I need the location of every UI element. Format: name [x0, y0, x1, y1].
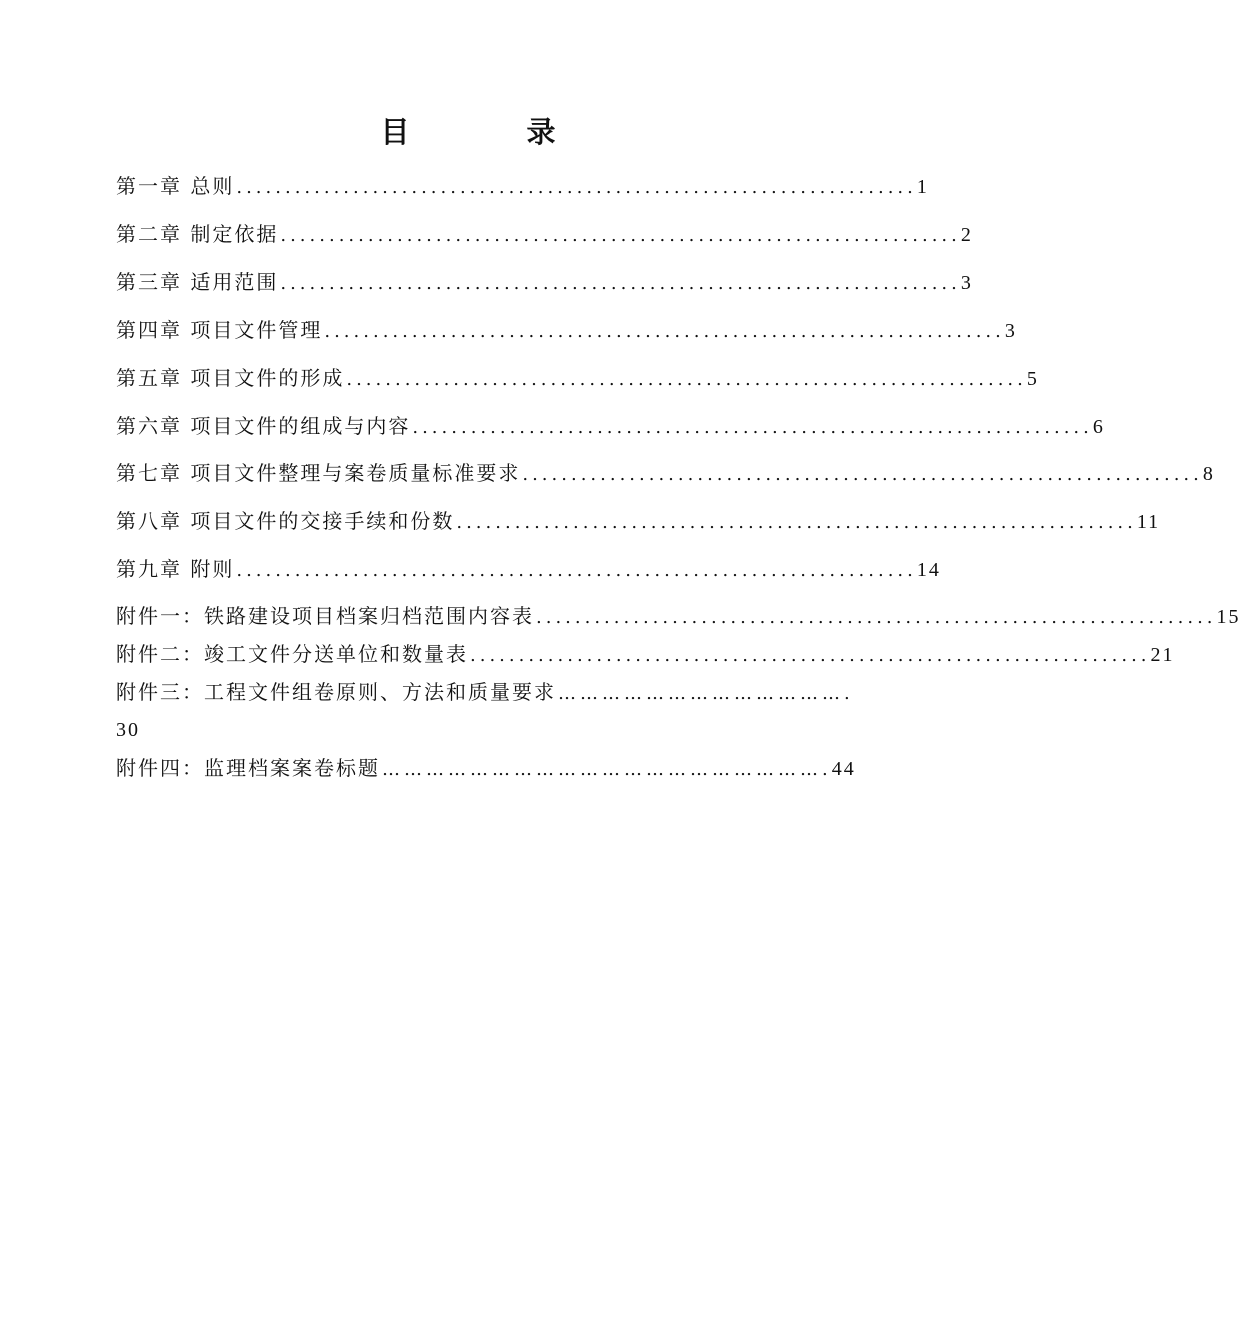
toc-entry-label: 第九章 附则	[116, 557, 235, 581]
dot-leader: ......................................................................	[236, 177, 917, 198]
toc-entry-appendix-2[interactable]	[116, 640, 1175, 670]
toc-entry-appendix-3[interactable]	[116, 678, 854, 708]
dot-leader: ......................................................................	[324, 321, 1005, 342]
toc-entry-chapter-6[interactable]	[116, 412, 1105, 442]
dot-leader: ......................................................................	[236, 560, 917, 581]
toc-entry-appendix-1[interactable]	[116, 602, 1241, 632]
toc-entry-label: 第三章 适用范围	[116, 270, 279, 294]
dot-leader: ......................................................................	[280, 225, 961, 246]
toc-entry-page: 3	[1004, 320, 1017, 342]
toc-entry-page: 5	[1026, 368, 1039, 390]
toc-entry-label: 第五章 项目文件的形成	[116, 366, 345, 390]
toc-entry-label: 第四章 项目文件管理	[116, 318, 323, 342]
toc-entry-label: 附件一：铁路建设项目档案归档范围内容表	[116, 604, 534, 628]
toc-title: 目 录	[380, 115, 600, 149]
dot-leader: ......................................................................	[522, 464, 1203, 485]
toc-entry-label: 附件四：监理档案案卷标题	[116, 756, 380, 780]
toc-entry-page: 44	[831, 758, 856, 780]
toc-entry-label: 第八章 项目文件的交接手续和份数	[116, 509, 455, 533]
toc-entry-page: 15	[1216, 606, 1241, 628]
toc-entry-chapter-9[interactable]	[116, 555, 941, 585]
toc-entry-label: 第一章 总则	[116, 174, 235, 198]
toc-entry-chapter-2[interactable]	[116, 220, 973, 250]
toc-entry-label: 第六章 项目文件的组成与内容	[116, 414, 411, 438]
toc-entry-page: 11	[1136, 511, 1161, 533]
toc-entry-page: 14	[916, 559, 941, 581]
toc-entry-chapter-4[interactable]	[116, 316, 1017, 346]
dot-leader: ......................................................................	[346, 369, 1027, 390]
toc-entry-appendix-4[interactable]	[116, 754, 856, 784]
toc-entry-page: 8	[1202, 463, 1215, 485]
toc-entry-chapter-8[interactable]	[116, 507, 1161, 537]
toc-entry-chapter-7[interactable]	[116, 459, 1215, 489]
toc-entry-page: 3	[960, 272, 973, 294]
toc-entry-wrapped-page: 30	[116, 719, 140, 741]
toc-entry-label: 第二章 制定依据	[116, 222, 279, 246]
toc-entry-chapter-5[interactable]	[116, 364, 1039, 394]
toc-entry-label: 第七章 项目文件整理与案卷质量标准要求	[116, 461, 521, 485]
toc-entry-chapter-1[interactable]	[116, 172, 929, 202]
dot-leader: ......................................................................	[470, 645, 1151, 666]
toc-entry-chapter-3[interactable]	[116, 268, 973, 298]
toc-entry-page: 6	[1092, 416, 1105, 438]
dot-leader: ......................................................................	[456, 512, 1137, 533]
dot-leader: ......................................................................	[536, 607, 1217, 628]
dot-leader: ......................................................................	[412, 417, 1093, 438]
ellipsis-leader: ………………………………….	[558, 683, 854, 704]
ellipsis-leader: …………………………………………………….	[382, 759, 832, 780]
toc-entry-page: 21	[1150, 644, 1175, 666]
dot-leader: ......................................................................	[280, 273, 961, 294]
toc-entry-page: 2	[960, 224, 973, 246]
toc-entry-page: 1	[916, 176, 929, 198]
toc-entry-label: 附件三：工程文件组卷原则、方法和质量要求	[116, 680, 556, 704]
toc-entry-label: 附件二：竣工文件分送单位和数量表	[116, 642, 468, 666]
